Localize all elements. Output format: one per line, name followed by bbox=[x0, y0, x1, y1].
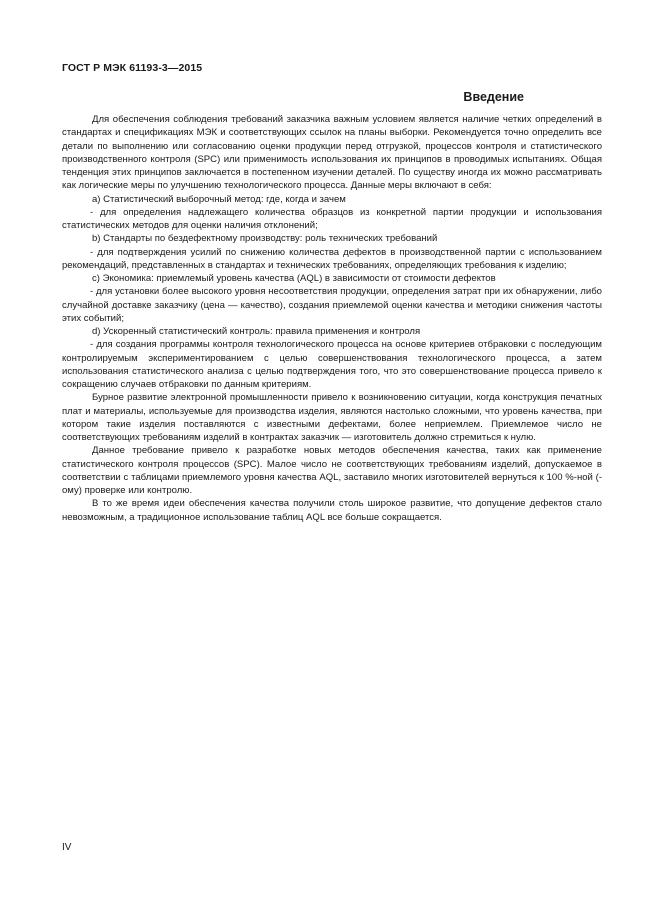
section-title bbox=[62, 90, 584, 104]
list-item-d: d) Ускоренный статистический контроль: правила применения и контроля bbox=[92, 326, 421, 337]
list-subitem-d: - для создания программы контроля технологического процесса на основе критериев отбраковки с последующим контролируемым экспериментированием с целью совершенствования технологического процесса, а затем использования статистического анализа с целью подтверждения того, что это совершенствование процесса привело к сокращению случаев отбраковки по данным критериям. bbox=[62, 339, 602, 390]
document-body bbox=[62, 113, 602, 524]
list-subitem-c: - для установки более высокого уровня несоответствия продукции, определения затрат при их обнаружении, либо случайной доставке заказчику (цена — качество), создания приемлемой оценки качества и методики снижения частоты этих событий; bbox=[62, 286, 602, 324]
paragraph-spc: Данное требование привело к разработке новых методов обеспечения качества, таких как применение статистического контроля процессов (SPC). Малое число не соответствующих требованиям изделий, допускаемое в соответствии с таблицами приемлемого уровня качества AQL, заставило многих изготовителей вернуться к 100 %-ной (-ому) проверке или контролю. bbox=[62, 445, 602, 496]
list-item-b: b) Стандарты по бездефектному производству: роль технических требований bbox=[92, 233, 438, 245]
page-number: IV bbox=[62, 842, 72, 853]
list-subitem-b: - для подтверждения усилий по снижению количества дефектов в производственной партии с использованием рекомендаций, представленных в стандартах и технических требованиях, определяющих требования к изделию; bbox=[62, 246, 602, 271]
paragraph-intro: Для обеспечения соблюдения требований заказчика важным условием является наличие четких определений в стандартах и спецификациях МЭК и соответствующих ссылок на планы выборки. Рекомендуется точно определить все детали по выполнению или согласованию оценки продукции перед отгрузкой, процессов контроля и статистического производственного контроля (SPC) или применимость использования их принципов в проводимых испытаниях. Общая тенденция этих принципов заключается в постепенном изучении деталей. По существу иногда их можно рассматривать как логические меры по улучшению технологического процесса. Данные меры включают в себя: bbox=[62, 114, 602, 192]
paragraph-electronics: Бурное развитие электронной промышленности привело к возникновению ситуации, когда конструкция печатных плат и материалы, используемые для производства изделия, являются настолько сложными, что уровень качества, при котором такие изделия поставляются с известными дефектами, более неприемлем. Приемлемое число не соответствующих требованиям изделий в контрактах заказчик — изготовитель должно стремиться к нулю. bbox=[62, 392, 602, 443]
list-subitem-a: - для определения надлежащего количества образцов из конкретной партии продукции и использования статистических методов для оценки наличия отклонений; bbox=[62, 206, 602, 231]
section-title-text: Введение bbox=[463, 90, 524, 104]
paragraph-conclusion: В то же время идеи обеспечения качества получили столь широкое развитие, что допущение дефектов стало невозможным, а традиционное использование таблиц AQL все больше сокращается. bbox=[62, 498, 602, 523]
list-item-c: c) Экономика: приемлемый уровень качества (AQL) в зависимости от стоимости дефектов bbox=[92, 273, 496, 284]
list-item-a: a) Статистический выборочный метод: где, когда и зачем bbox=[92, 193, 346, 205]
standard-header: ГОСТ Р МЭК 61193-3—2015 bbox=[62, 62, 203, 74]
